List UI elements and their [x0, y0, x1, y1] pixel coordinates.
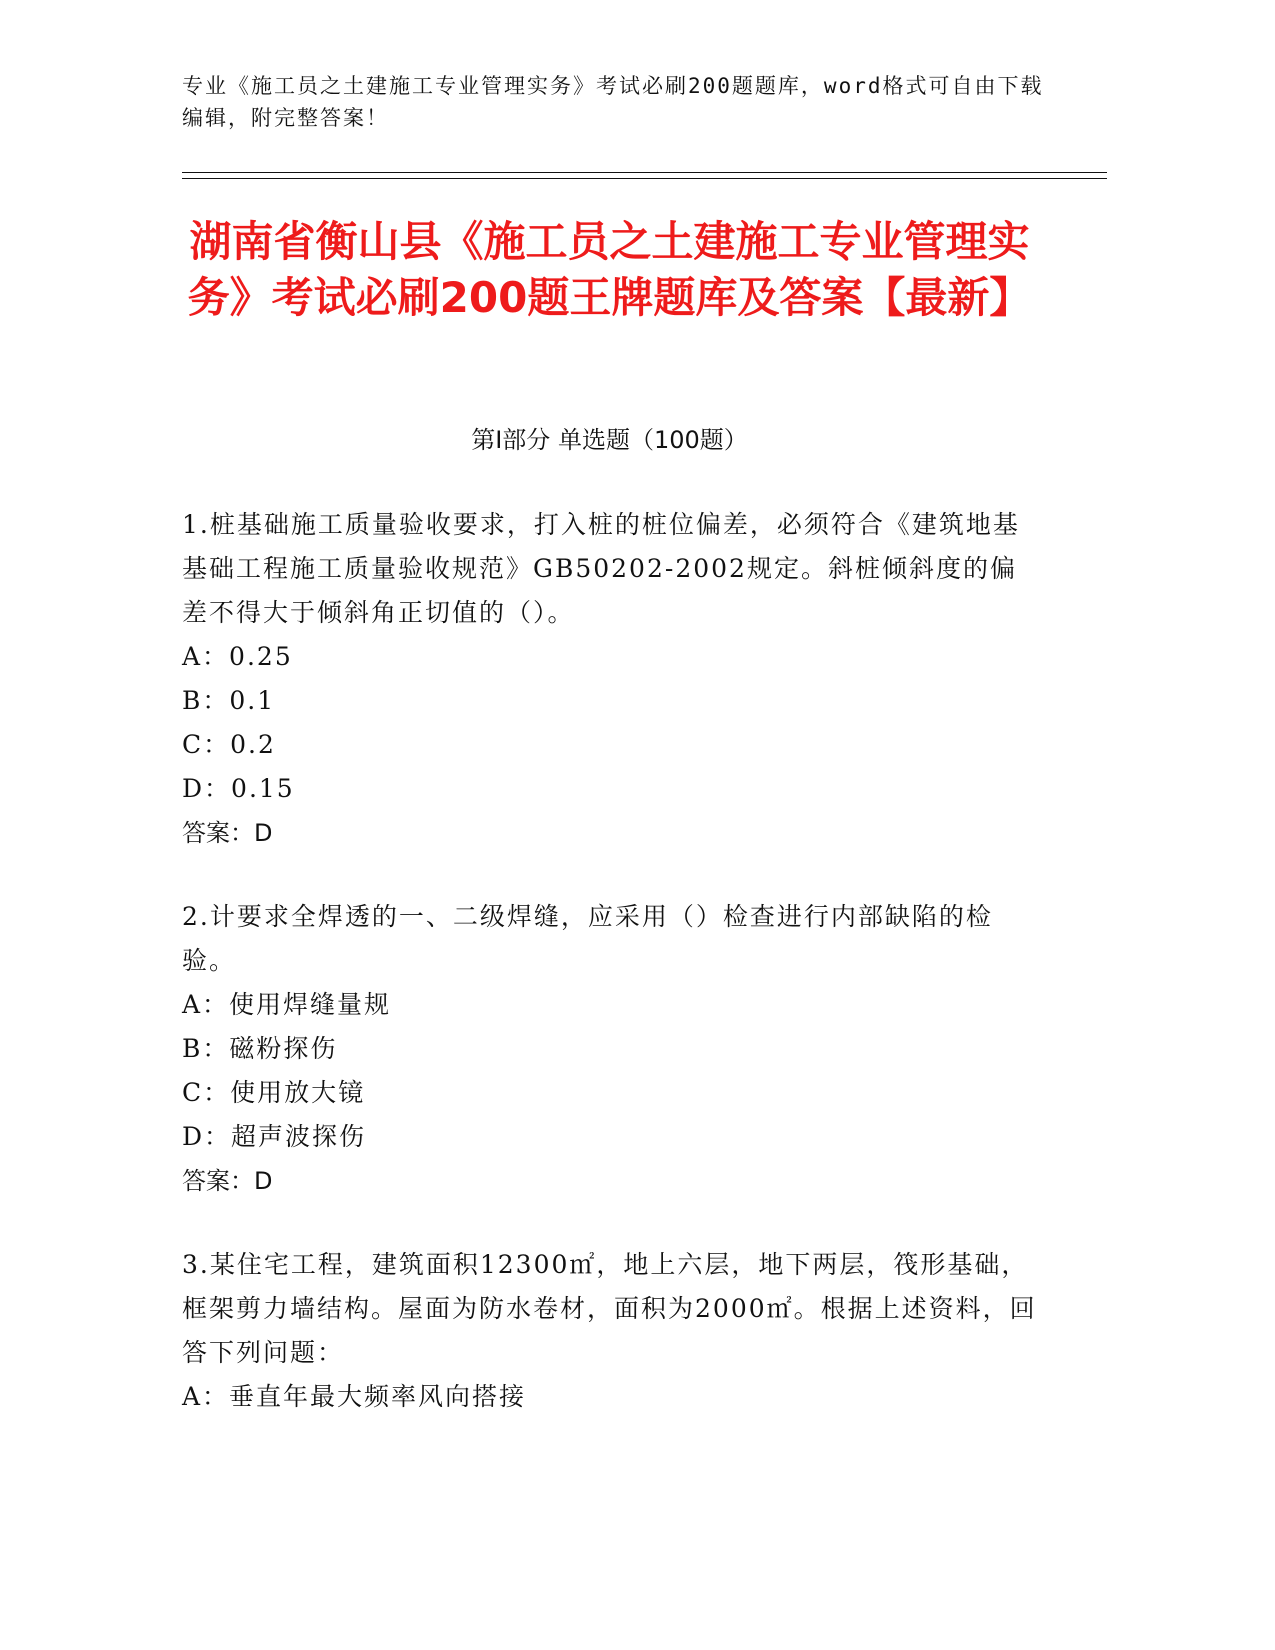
option-a: A：垂直年最大频率风向搭接: [182, 1382, 527, 1411]
option-b: B：磁粉探伤: [182, 1034, 338, 1063]
question-text: 3.某住宅工程，建筑面积12300㎡，地上六层，地下两层，筏形基础，框架剪力墙结构。屋面为防水卷材，面积为2000㎡。根据上述资料，回答下列问题：: [182, 1250, 1037, 1367]
question-block: [182, 1243, 1037, 1419]
header-rule-top: [182, 172, 1107, 173]
option-d: D：0.15: [182, 774, 295, 803]
section-heading: 第Ⅰ部分 单选题（100题）: [471, 426, 748, 454]
answer-line: 答案：D: [182, 1167, 273, 1195]
option-b: B：0.1: [182, 686, 276, 715]
answer-line: 答案：D: [182, 819, 273, 847]
page-header-note: 专业《施工员之土建施工专业管理实务》考试必刷200题题库，word格式可自由下载编辑，附完整答案！: [182, 74, 1044, 130]
question-text: 1.桩基础施工质量验收要求，打入桩的桩位偏差，必须符合《建筑地基基础工程施工质量验收规范》GB50202-2002规定。斜桩倾斜度的偏差不得大于倾斜角正切值的（）。: [182, 510, 1020, 627]
option-a: A：使用焊缝量规: [182, 990, 392, 1019]
option-c: C：0.2: [182, 730, 276, 759]
question-block: [182, 895, 1037, 1203]
question-block: [182, 503, 1037, 855]
option-d: D：超声波探伤: [182, 1122, 367, 1151]
document-title: 湖南省衡山县《施工员之土建施工专业管理实务》考试必刷200题王牌题库及答案【最新】: [187, 217, 1032, 322]
header-rule-bottom: [182, 178, 1107, 179]
option-a: A：0.25: [182, 642, 293, 671]
question-text: 2.计要求全焊透的一、二级焊缝，应采用（）检查进行内部缺陷的检验。: [182, 902, 993, 975]
option-c: C：使用放大镜: [182, 1078, 366, 1107]
